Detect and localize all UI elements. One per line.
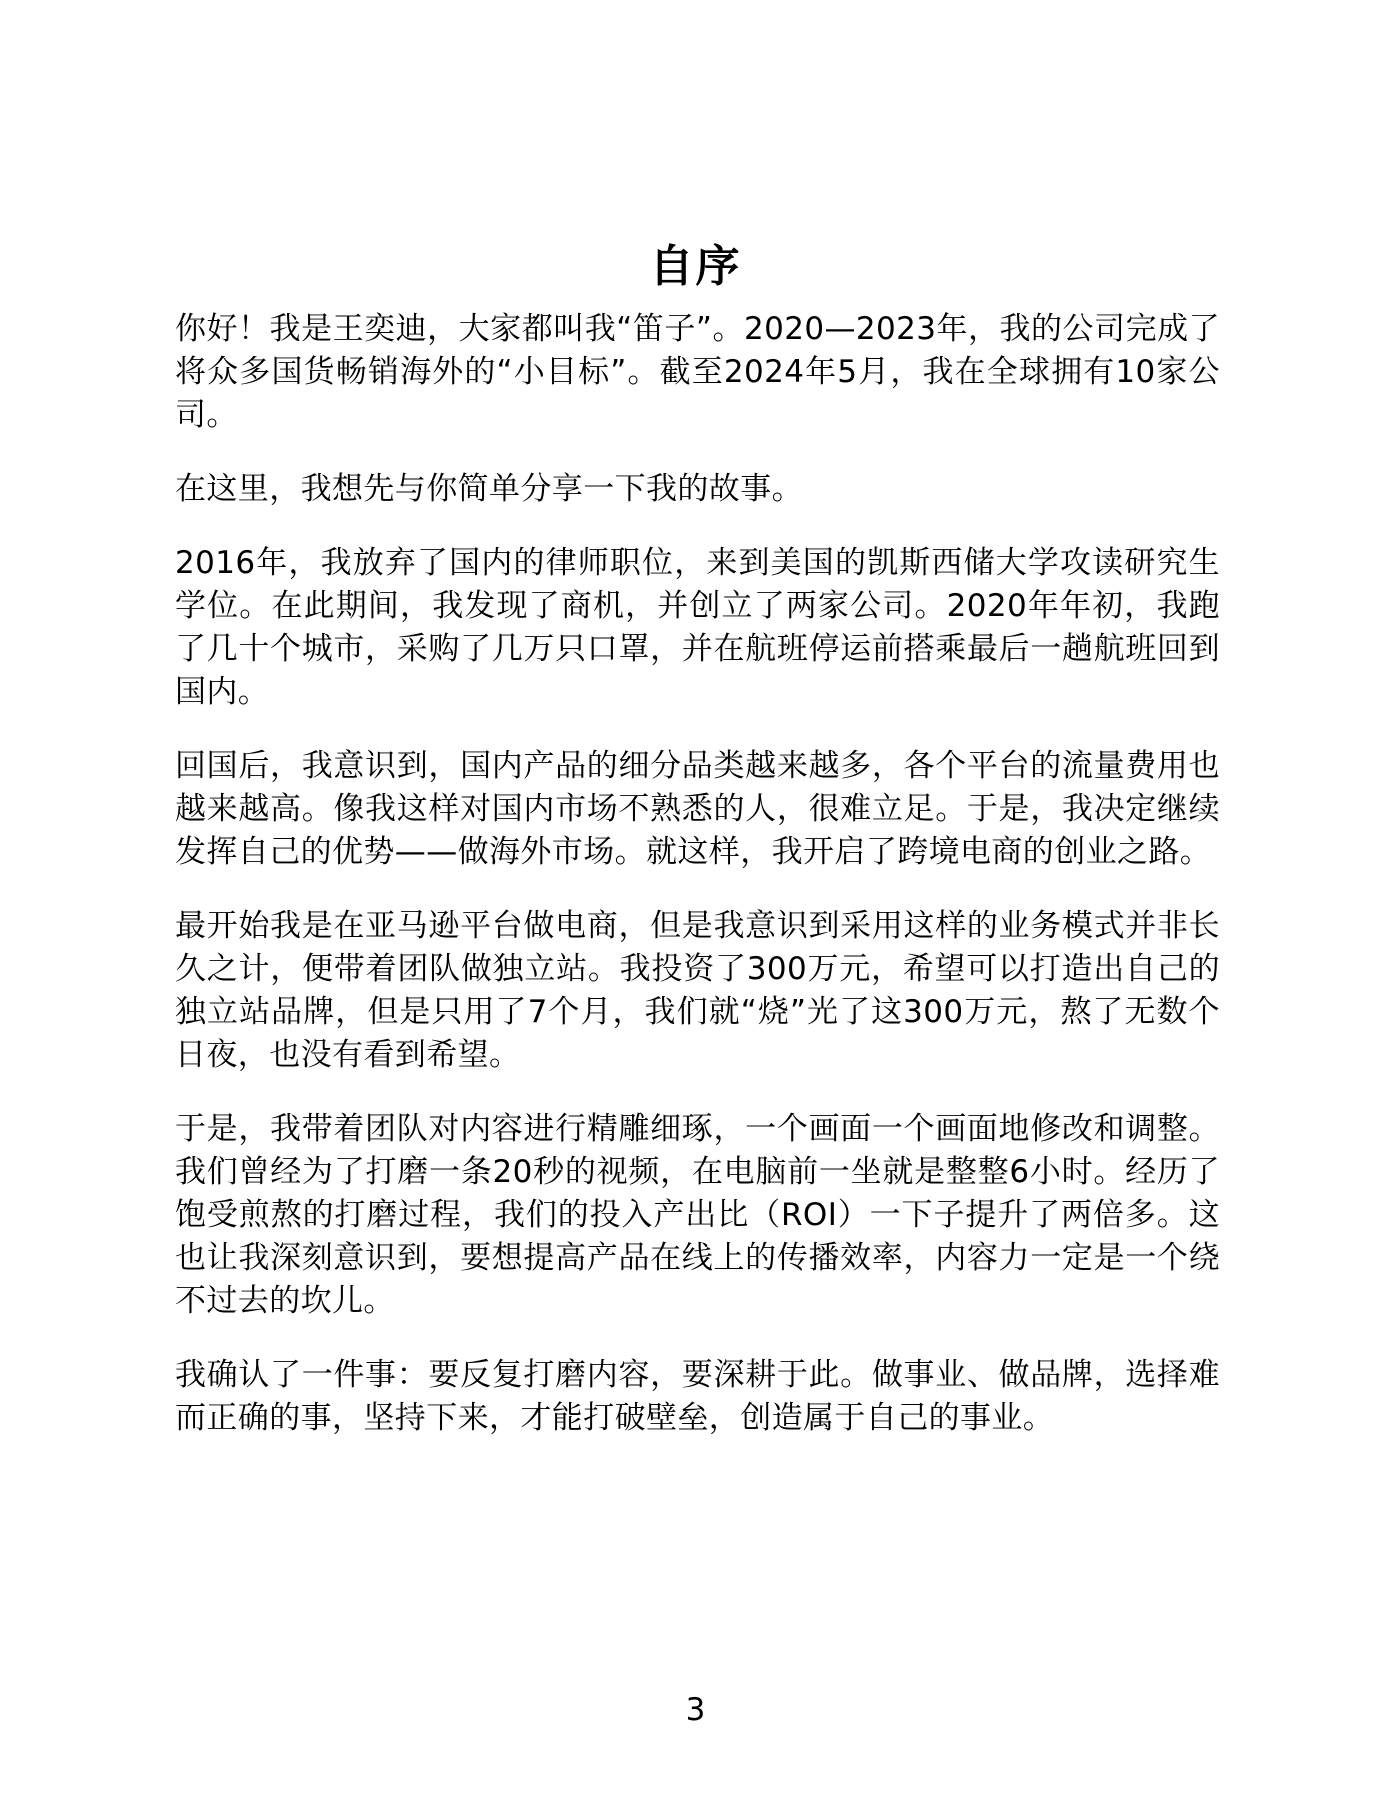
paragraph-6: 于是，我带着团队对内容进行精雕细琢，一个画面一个画面地修改和调整。我们曾经为了打磨一条20秒的视频，在电脑前一坐就是整整6小时。经历了饱受煎熬的打磨过程，我们的投入产出比（ROI）一下子提升了两倍多。这也让我深刻意识到，要想提高产品在线上的传播效率，内容力一定是一个绕不过去的坎儿。 [175, 1111, 1220, 1319]
paragraph-4: 回国后，我意识到，国内产品的细分品类越来越多，各个平台的流量费用也越来越高。像我这样对国内市场不熟悉的人，很难立足。于是，我决定继续发挥自己的优势——做海外市场。就这样，我开启了跨境电商的创业之路。 [175, 748, 1220, 870]
paragraph-3: 2016年，我放弃了国内的律师职位，来到美国的凯斯西储大学攻读研究生学位。在此期间，我发现了商机，并创立了两家公司。2020年年初，我跑了几十个城市，采购了几万只口罩，并在航班停运前搭乘最后一趟航班回到国内。 [175, 545, 1220, 710]
page-title: 自序 [649, 241, 742, 293]
paragraph-2: 在这里，我想先与你简单分享一下我的故事。 [175, 471, 803, 507]
paragraph-1: 你好！我是王奕迪，大家都叫我“笛子”。2020—2023年，我的公司完成了将众多国货畅销海外的“小目标”。截至2024年5月，我在全球拥有10家公司。 [175, 311, 1220, 433]
paragraph-7: 我确认了一件事：要反复打磨内容，要深耕于此。做事业、做品牌，选择难而正确的事，坚持下来，才能打破壁垒，创造属于自己的事业。 [175, 1357, 1220, 1436]
page-number: 3 [685, 1692, 706, 1728]
body-text [175, 308, 1220, 1471]
paragraph-5: 最开始我是在亚马逊平台做电商，但是我意识到采用这样的业务模式并非长久之计，便带着团队做独立站。我投资了300万元，希望可以打造出自己的独立站品牌，但是只用了7个月，我们就“烧”光了这300万元，熬了无数个日夜，也没有看到希望。 [175, 908, 1220, 1073]
